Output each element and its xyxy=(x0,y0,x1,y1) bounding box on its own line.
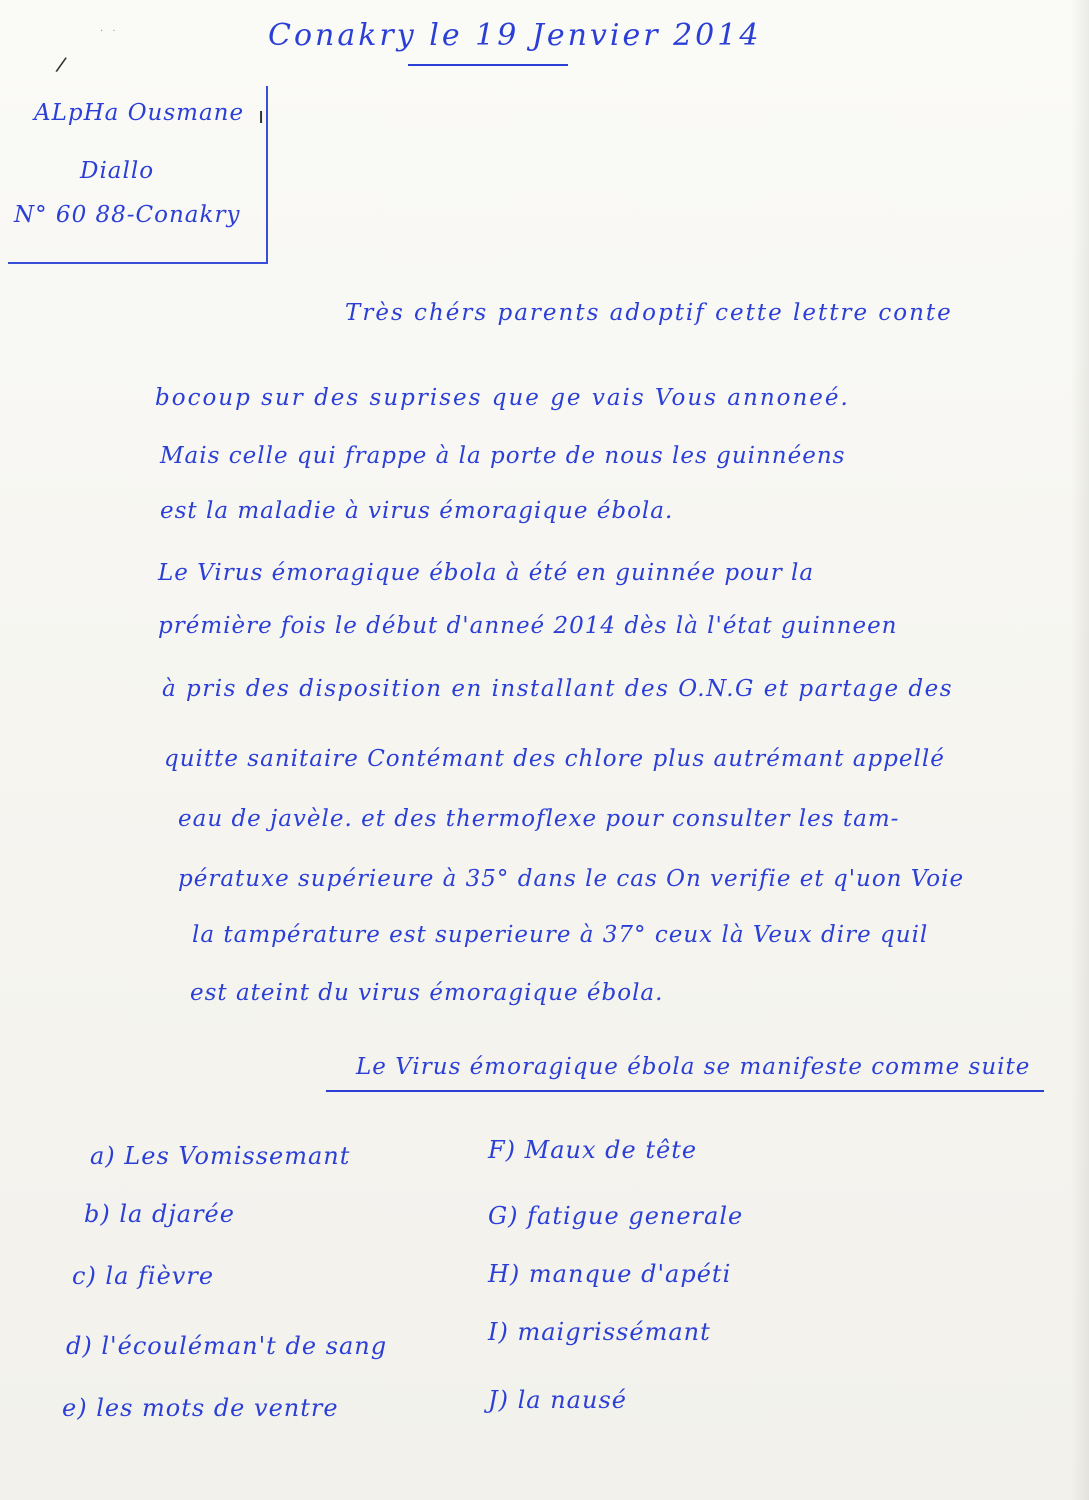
symptom-item: G) fatigue generale xyxy=(488,1202,744,1230)
pen-mark: / xyxy=(54,51,69,77)
symptom-item: b) la djarée xyxy=(84,1200,235,1228)
body-line-9: eau de javèle. et des thermoflexe pour consulter les tam- xyxy=(178,806,900,832)
body-line-6: prémière fois le début d'anneé 2014 dès là l'état guinneen xyxy=(158,613,898,639)
symptom-item: J) la nausé xyxy=(488,1386,627,1414)
sender-name-line2: Diallo xyxy=(80,158,155,184)
symptom-item: F) Maux de tête xyxy=(488,1136,698,1164)
body-line-3: Mais celle qui frappe à la porte de nous les guinnéens xyxy=(160,443,846,469)
symptom-item: I) maigrissémant xyxy=(488,1318,711,1346)
date-underline xyxy=(408,64,568,66)
symptom-item: d) l'écouléman't de sang xyxy=(66,1332,388,1360)
box-tick: ı xyxy=(258,104,265,129)
body-line-11: la tampérature est superieure à 37° ceux là Veux dire quil xyxy=(192,922,929,948)
symptoms-heading-underline xyxy=(326,1090,1044,1092)
body-line-8: quitte sanitaire Contémant des chlore plus autrémant appellé xyxy=(164,746,945,772)
date-line: Conakry le 19 Jenvier 2014 xyxy=(268,18,762,53)
body-line-10: pératuxe supérieure à 35° dans le cas On verifie et q'uon Voie xyxy=(178,866,965,892)
body-line-4: est la maladie à virus émoragique ébola. xyxy=(160,498,674,524)
body-line-7: à pris des disposition en installant des O.N.G et partage des xyxy=(162,676,954,702)
body-line-1: Très chérs parents adoptif cette lettre conte xyxy=(345,300,953,326)
body-line-2: bocoup sur des suprises que ge vais Vous annoneé. xyxy=(155,385,850,411)
body-line-12: est ateint du virus émoragique ébola. xyxy=(190,980,664,1006)
page-edge-shadow xyxy=(1071,0,1089,1500)
symptom-item: e) les mots de ventre xyxy=(62,1394,339,1422)
symptom-item: H) manque d'apéti xyxy=(488,1260,732,1288)
sender-address-line: N° 60 88-Conakry xyxy=(14,202,241,228)
symptoms-heading: Le Virus émoragique ébola se manifeste comme suite xyxy=(356,1054,1031,1080)
sender-name-line1: ALpHa Ousmane xyxy=(34,100,245,126)
body-line-5: Le Virus émoragique ébola à été en guinnée pour la xyxy=(158,560,815,586)
symptom-item: a) Les Vomissemant xyxy=(90,1142,351,1170)
scan-speck: · · xyxy=(100,26,119,37)
symptom-item: c) la fièvre xyxy=(72,1262,215,1290)
